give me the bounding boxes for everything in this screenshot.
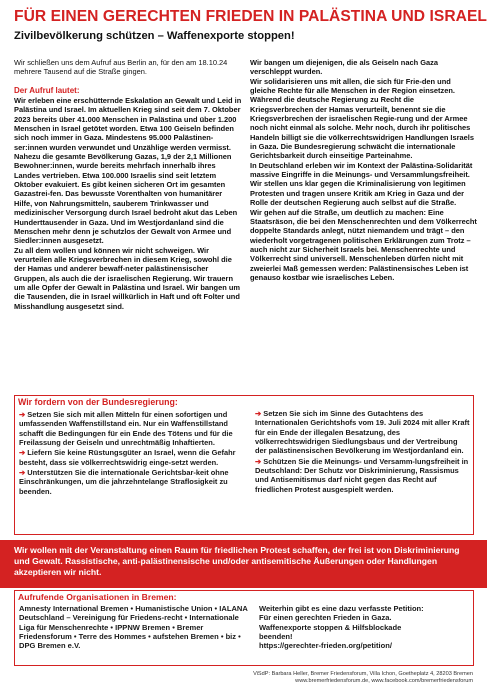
arrow-right-icon: ➔ [255,409,262,418]
petition-title: Für einen gerechten Frieden in Gaza. [259,613,392,623]
demand-text: Schützen Sie die Meinungs- und Versamm-lungsfreiheit in Deutschland: Der Schutz vor Diskriminierung, Rassismus und Antisemitismus darf nicht gegen das Recht auf friedlichen Protest ausgespielt werden. [255,456,469,494]
demand-text: Liefern Sie keine Rüstungsgüter an Israel, wenn die Gefahr besteht, dass sie völkerrechtswidrig einge-setzt werden. [19,448,236,467]
organisations-list: Amnesty International Bremen • Humanistische Union • IALANA Deutschland – Vereinigung für Friedens-recht • Internationale Liga für Menschenrechte • IPPNW Bremen • Bremer Friedensforum • Terre des Hommes • aufstehen Bremen • biz • DPG Bremen e.V. [19,604,248,651]
demand-text: Setzen Sie sich mit allen Mitteln für einen sofortigen und umfassenden Waffenstillstand ein. Nur ein Waffenstillstand schafft die Bedingungen für ein Ende des Tötens und für die Freilassung der Geiseln und unrechtmäßig Inhaftierten. [19,410,233,448]
demands-heading: Wir fordern von der Bundesregierung: [18,397,178,407]
right-paragraph: Während die deutsche Regierung zu Recht die Kriegsverbrechen der Hamas verurteilt, benennt sie die Kriegsverbrechen der israelischen Regie-rung und der Armee noch nicht einmal als solche. Mehr noch, durch ihr politisches Handeln billigt sie die völkerrechtswidrigen Handlungen Israels in Gaza. Die Bundesregierung schwächt die internationale Gerichtsbarkeit durch einseitige Parteinahme. [250,95,475,161]
petition-link[interactable]: https://gerechter-frieden.org/petition/ [259,641,392,651]
aufruf-heading: Der Aufruf lautet: [14,85,80,95]
demand-text: Setzen Sie sich im Sinne des Gutachtens des Internationalen Gerichtshofs vom 19. Juli 2024 mit aller Kraft für ein Ende der illegalen Besatzung, des völkerrechtswidrigen Siedlungsbaus und der Vertreibung der palästinensischen Bevölkerung im Westjordanland ein. [255,409,470,456]
imprint-footer [173,671,473,685]
organisations-box [14,590,474,666]
demand-item [19,468,243,496]
demand-item [19,410,243,447]
imprint-links[interactable]: www.bremerfriedensforum.de, www.facebook.com/bremerfriedensforum [295,678,473,684]
intro-text: Wir schließen uns dem Aufruf aus Berlin an, für den am 18.10.24 mehrere Tausend auf die Straße gingen. [14,58,228,77]
aufruf-body [14,96,242,311]
imprint-line: ViSdP: Barbara Heller, Bremer Friedensforum, Villa Ichon, Goetheplatz 4, 28203 Bremen [253,671,473,677]
demands-left-column [19,410,243,497]
petition-title: beenden! [259,631,293,641]
aufruf-paragraph: Zu all dem wollen und können wir nicht schweigen. Wir verurteilen alle Kriegsverbrechen in diesem Krieg, sowohl die der Hamas und anderer bewaff-neter palästinensischer Gruppen, als auch die der israelischen Regierung. Wir trauern um alle Opfer der Gewalt in Palästina und Israel. Wir bangen um die Tausenden, die in Israel willkürlich in Haft und oft Folter und Misshandlung ausgesetzt sind. [14,245,241,311]
right-paragraph: Wir bangen um diejenigen, die als Geiseln nach Gaza verschleppt wurden. [250,58,438,77]
left-column [14,58,242,311]
demand-item [19,448,243,467]
demand-item [255,409,471,456]
petition-intro: Weiterhin gibt es eine dazu verfasste Petition: [259,604,424,613]
nonviolence-banner: Wir wollen mit der Veranstaltung einen Raum für friedlichen Protest schaffen, der frei ist von Diskriminierung und Gewalt. Rassistische, anti-palästinensische und/oder antisemitische Äußerungen oder Handlungen akzeptieren wir nicht. [0,540,487,588]
right-column [250,58,478,282]
page-subtitle: Zivilbevölkerung schützen – Waffenexporte stoppen! [14,30,295,42]
arrow-right-icon: ➔ [19,468,26,478]
right-paragraph: Wir solidarisieren uns mit allen, die sich für Frie-den und gleiche Rechte für alle Menschen in der Region einsetzen. [250,76,455,96]
petition-title: Waffenexporte stoppen & Hilfsblockade [259,622,402,632]
demand-item [255,457,471,494]
right-paragraph: Wir gehen auf die Straße, um deutlich zu machen: Eine Staatsräson, die bei den Menschenrechten und dem Völkerrecht doppelte Standards anlegt, nützt niemandem und trägt – den wiederholt vorgetragenen politischen Erklärungen zum Trotz – auch nicht zur Sicherheit Israels bei. Menschenrechte und Völkerrecht sind universell. Menschenleben dürfen nicht mit zweierlei Maß gemessen werden: Palästinensisches Leben ist genauso kostbar wie israelisches Leben. [250,207,477,282]
demands-box [14,395,474,535]
arrow-right-icon: ➔ [255,456,262,466]
demands-right-column [255,409,471,495]
aufruf-paragraph: Wir erleben eine erschütternde Eskalation an Gewalt und Leid in Palästina und Israel. Im aktuellen Krieg sind seit dem 7. Oktober 2023 bereits über 41.000 Menschen in Palästina und über 1.200 Menschen in Israel getötet worden. Etwa 100 Geiseln befinden sich noch immer in Gaza. Mindestens 95.000 Palästinen-ser:innen wurden verwundet und Unzählige werden vermisst. Nahezu die gesamte Bevölkerung Gazas, 1,9 der 2,1 Millionen Bewohner:innen, wurde bereits mehrfach innerhalb ihres Landes vertrieben. Etwa 100.000 Israelis sind seit letztem Oktober evakuiert. Es gibt keinen sicheren Ort im gesamten Gazastrei-fen. Das bewusste Vorenthalten von humanitärer Hilfe, von Nahrungsmitteln, sauberem Trinkwasser und medizinischer Versorgung durch Israel bedroht akut das Leben Hunderttausender in Gaza. Und im Westjordanland sind die Menschen mehr denn je schutzlos der Gewalt von Armee und Siedler:innen ausgesetzt. [14,96,242,246]
organisations-heading: Aufrufende Organisationen in Bremen: [18,592,177,602]
arrow-right-icon: ➔ [19,448,26,458]
petition-block [259,604,471,650]
demand-text: Unterstützen Sie die internationale Gerichtsbar-keit ohne Einschränkungen, um die jahrzehntelange Straflosigkeit zu beenden. [19,468,229,496]
arrow-right-icon: ➔ [19,410,26,419]
page-title: FÜR EINEN GERECHTEN FRIEDEN IN PALÄSTINA UND ISRAEL [14,8,487,25]
right-paragraph: In Deutschland erleben wir im Kontext der Palästina-Solidarität massive Eingriffe in die Meinungs- und Versammlungsfreiheit. Wir stellen uns klar gegen die Kriminalisierung von legitimen Protesten und tragen unsere Kritik am Krieg in Gaza und der Rolle der deutschen Regierung auch selbst auf die Straße. [250,160,473,208]
